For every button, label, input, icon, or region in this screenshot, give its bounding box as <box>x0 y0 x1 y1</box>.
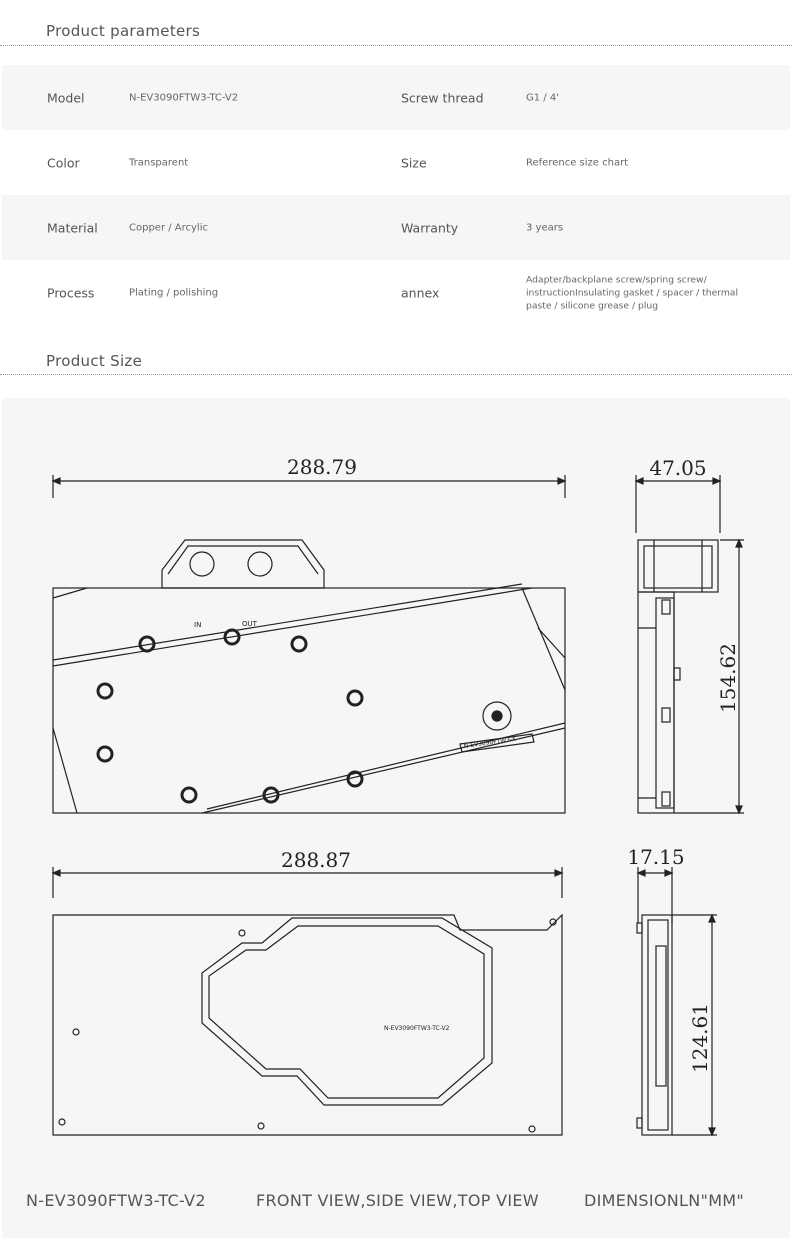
params-row-color <box>2 130 790 195</box>
param-value: 3 years <box>526 222 564 233</box>
caption-unit: DIMENSIONLN"MM" <box>584 1191 745 1210</box>
front-screws <box>98 630 362 802</box>
param-label: Model <box>47 90 85 105</box>
side-width-dim: 47.05 <box>649 456 707 480</box>
param-value: G1 / 4' <box>526 92 559 103</box>
param-value: Copper / Arcylic <box>129 222 208 233</box>
side-height-dim: 154.62 <box>716 643 740 713</box>
param-label: Warranty <box>401 220 459 235</box>
param-value: Reference size chart <box>526 157 629 168</box>
drawing-svg <box>2 398 790 1238</box>
out-label: OUT <box>242 620 257 628</box>
top-width-dim: 17.15 <box>627 845 685 869</box>
logo-mark-icon <box>492 711 502 721</box>
back-width-dim: 288.87 <box>281 848 351 872</box>
size-section-title: Product Size <box>46 352 143 370</box>
caption-model: N-EV3090FTW3-TC-V2 <box>26 1191 206 1210</box>
front-width-dim: 288.79 <box>287 455 357 479</box>
param-value: N-EV3090FTW3-TC-V2 <box>129 92 239 103</box>
param-label: annex <box>401 285 440 300</box>
top-view <box>637 867 717 1135</box>
plate-text: N-EV3090FTW3-X <box>463 735 517 750</box>
param-label: Screw thread <box>401 90 484 105</box>
in-label: IN <box>194 621 202 629</box>
params-row-material <box>2 195 790 260</box>
param-value: Adapter/backplane screw/spring screw/ instructionInsulating gasket / spacer / thermal paste / silicone grease / plug <box>526 274 738 311</box>
param-value: Transparent <box>129 157 189 168</box>
params-row-model <box>2 65 790 130</box>
front-view <box>53 475 565 813</box>
dimension-drawing <box>2 398 790 1238</box>
params-section-title: Product parameters <box>46 22 201 40</box>
back-view <box>53 867 562 1135</box>
caption-views: FRONT VIEW,SIDE VIEW,TOP VIEW <box>256 1191 539 1210</box>
params-divider <box>0 45 792 46</box>
param-label: Color <box>47 155 80 170</box>
param-label: Process <box>47 285 95 300</box>
size-divider <box>0 374 792 375</box>
params-row-process <box>2 260 790 325</box>
back-text: N-EV3090FTW3-TC-V2 <box>384 1025 450 1032</box>
param-value: Plating / polishing <box>129 287 219 298</box>
params-table <box>2 65 790 325</box>
top-height-dim: 124.61 <box>688 1003 712 1073</box>
param-label: Size <box>401 155 427 170</box>
param-label: Material <box>47 220 98 235</box>
